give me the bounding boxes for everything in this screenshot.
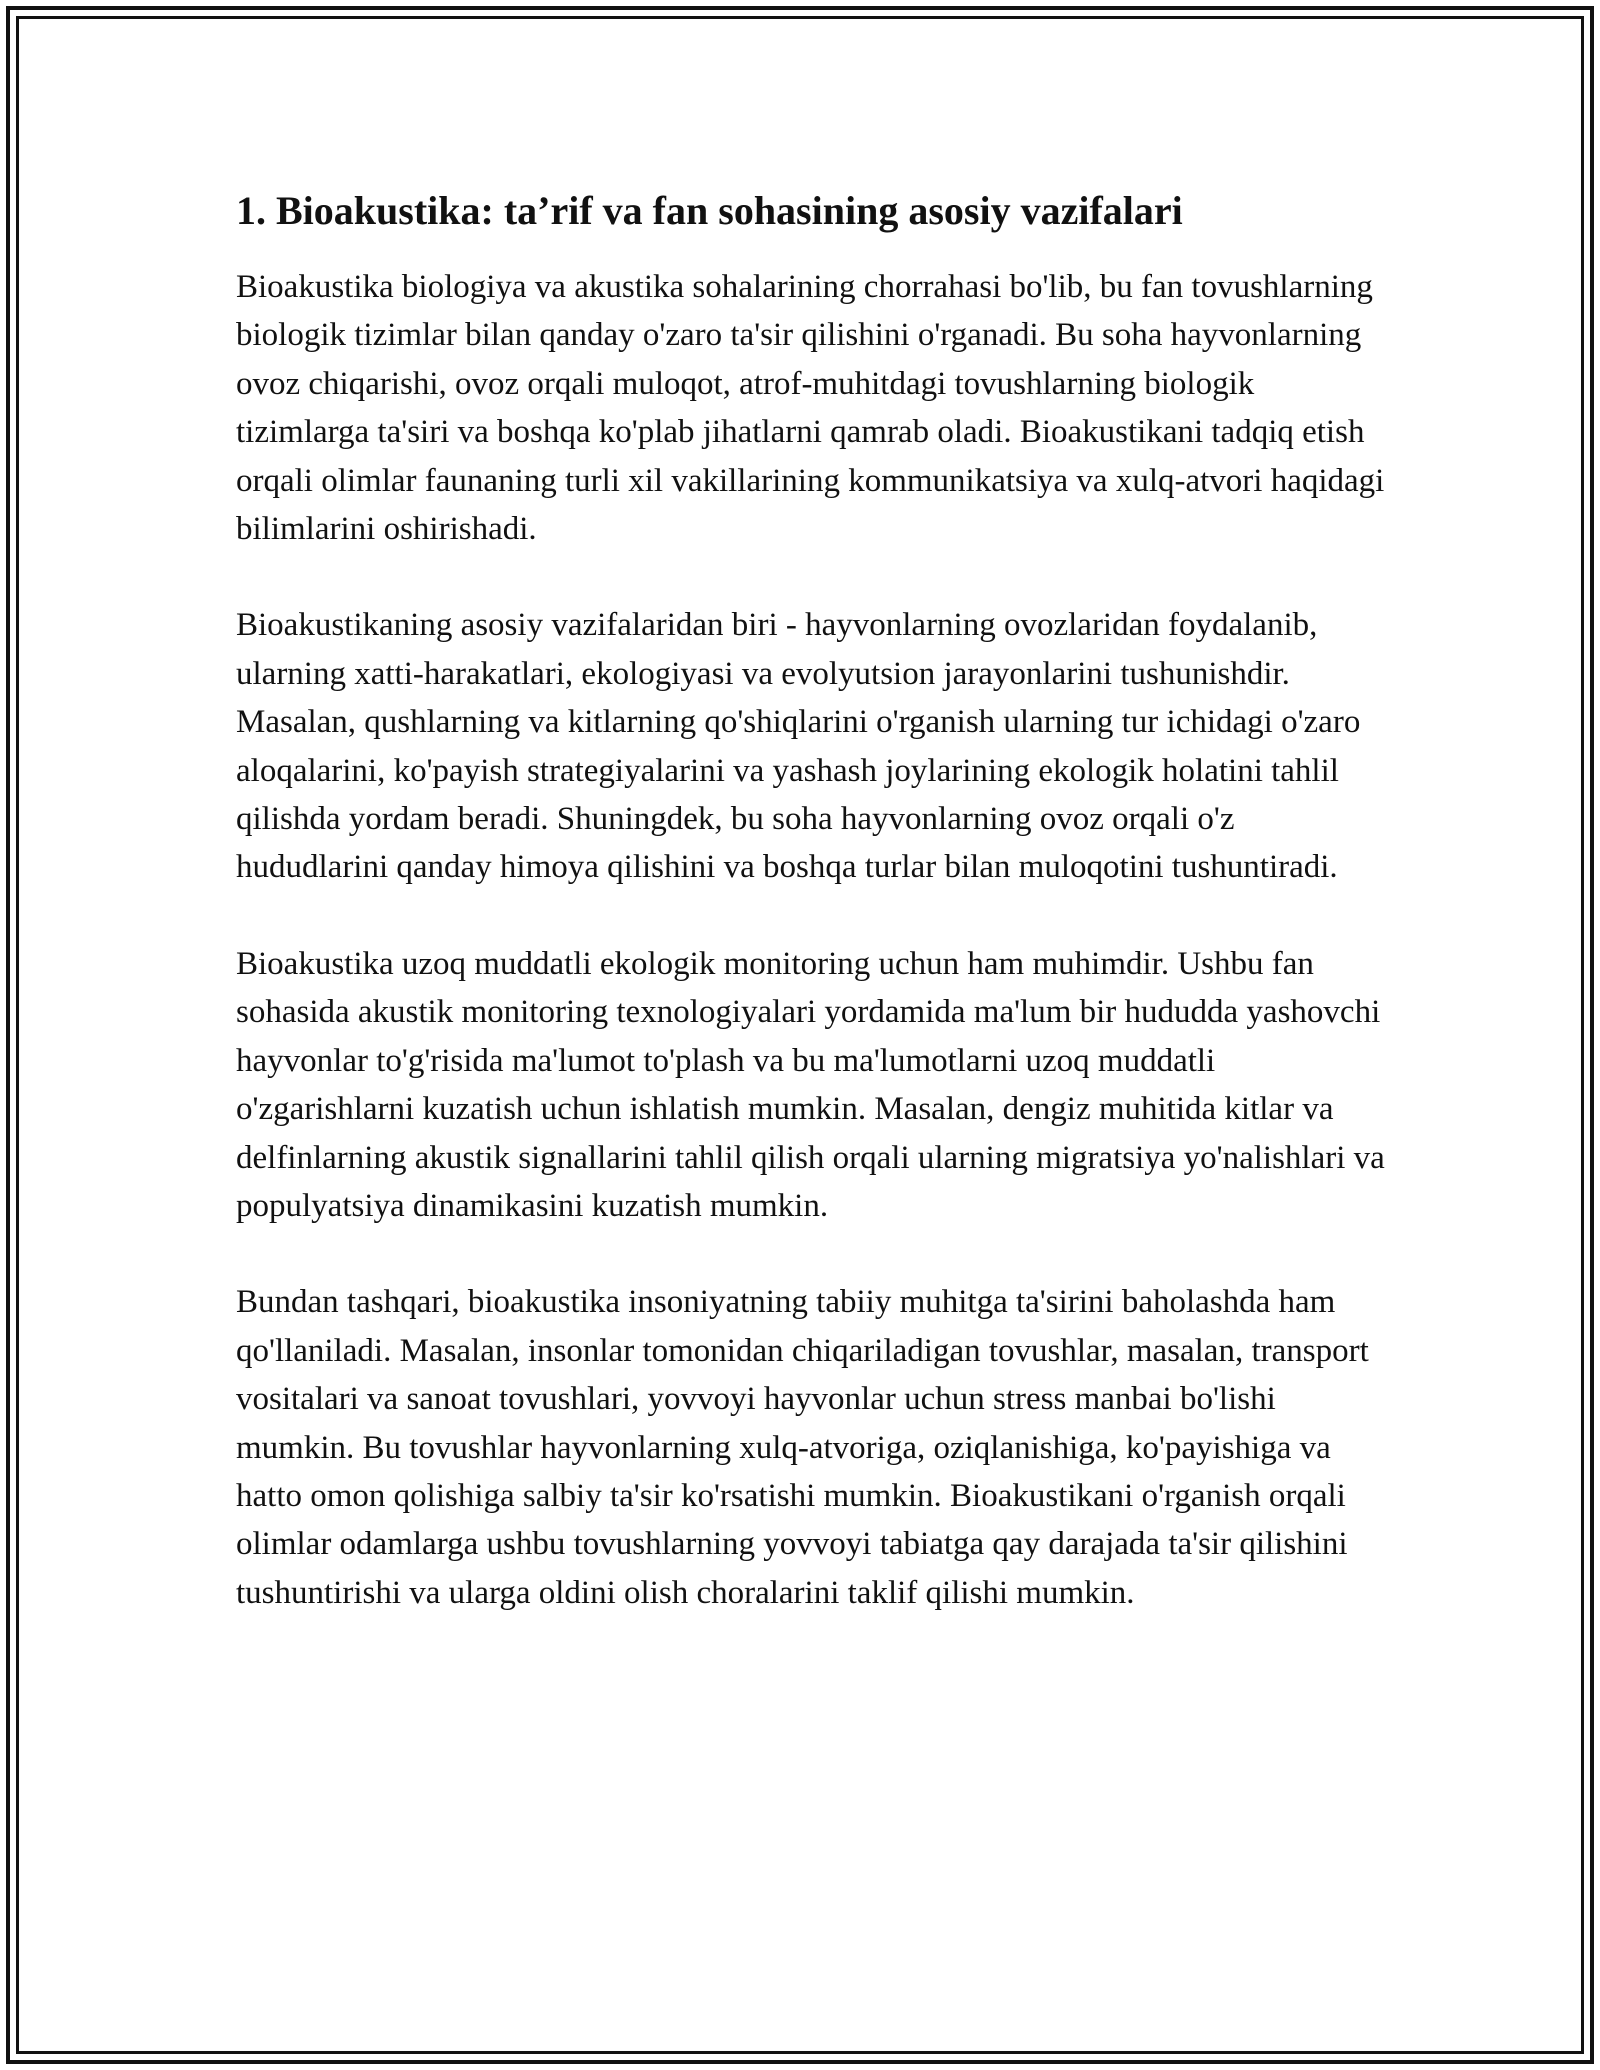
paragraph-human-impact: Bundan tashqari, bioakustika insoniyatning tabiiy muhitga ta'sirini baholashda ham qo'llaniladi. Masalan, insonlar tomonidan chiqariladigan tovushlar, masalan, transport vositalari va sanoat tovushlari, yovvoyi hayvonlar uchun stress manbai bo'lishi mumkin. Bu tovushlar hayvonlarning xulq-atvoriga, oziqlanishiga, ko'payishiga va hatto omon qolishiga salbiy ta'sir ko'rsatishi mumkin. Bioakustikani o'rganish orqali olimlar odamlarga ushbu tovushlarning yovvoyi tabiatga qay darajada ta'sir qilishini tushuntirishi va ularga oldini olish choralarini taklif qilishi mumkin. <box>236 1284 1369 1611</box>
paragraph-monitoring: Bioakustika uzoq muddatli ekologik monitoring uchun ham muhimdir. Ushbu fan sohasida akustik monitoring texnologiyalari yordamida ma'lum bir hududda yashovchi hayvonlar to'g'risida ma'lumot to'plash va bu ma'lumotlarni uzoq muddatli o'zgarishlarni kuzatish uchun ishlatish mumkin. Masalan, dengiz muhitida kitlar va delfinlarning akustik signallarini tahlil qilish orqali ularning migratsiya yo'nalishlari va populyatsiya dinamikasini kuzatish mumkin. <box>236 945 1385 1224</box>
paragraph-definition: Bioakustika biologiya va akustika sohalarining chorrahasi bo'lib, bu fan tovushlarning biologik tizimlar bilan qanday o'zaro ta'sir qilishini o'rganadi. Bu soha hayvonlarning ovoz chiqarishi, ovoz orqali muloqot, atrof-muhitdagi tovushlarning biologik tizimlarga ta'siri va boshqa ko'plab jihatlarni qamrab oladi. Bioakustikani tadqiq etish orqali olimlar faunaning turli xil vakillarining kommunikatsiya va xulq-atvori haqidagi bilimlarini oshirishadi. <box>236 269 1385 548</box>
section-heading: 1. Bioakustika: ta’rif va fan sohasining asosiy vazifalari <box>236 188 1183 233</box>
paragraph-main-tasks: Bioakustikaning asosiy vazifalaridan biri - hayvonlarning ovozlaridan foydalanib, ularning xatti-harakatlari, ekologiyasi va evolyutsion jarayonlarini tushunishdir. Masalan, qushlarning va kitlarning qo'shiqlarini o'rganish ularning tur ichidagi o'zaro aloqalarini, ko'payish strategiyalarini va yashash joylarining ekologik holatini tahlil qilishda yordam beradi. Shuningdek, bu soha hayvonlarning ovoz orqali o'z hududlarini qanday himoya qilishini va boshqa turlar bilan muloqotini tushuntiradi. <box>236 607 1361 886</box>
document-body <box>236 185 1386 1665</box>
